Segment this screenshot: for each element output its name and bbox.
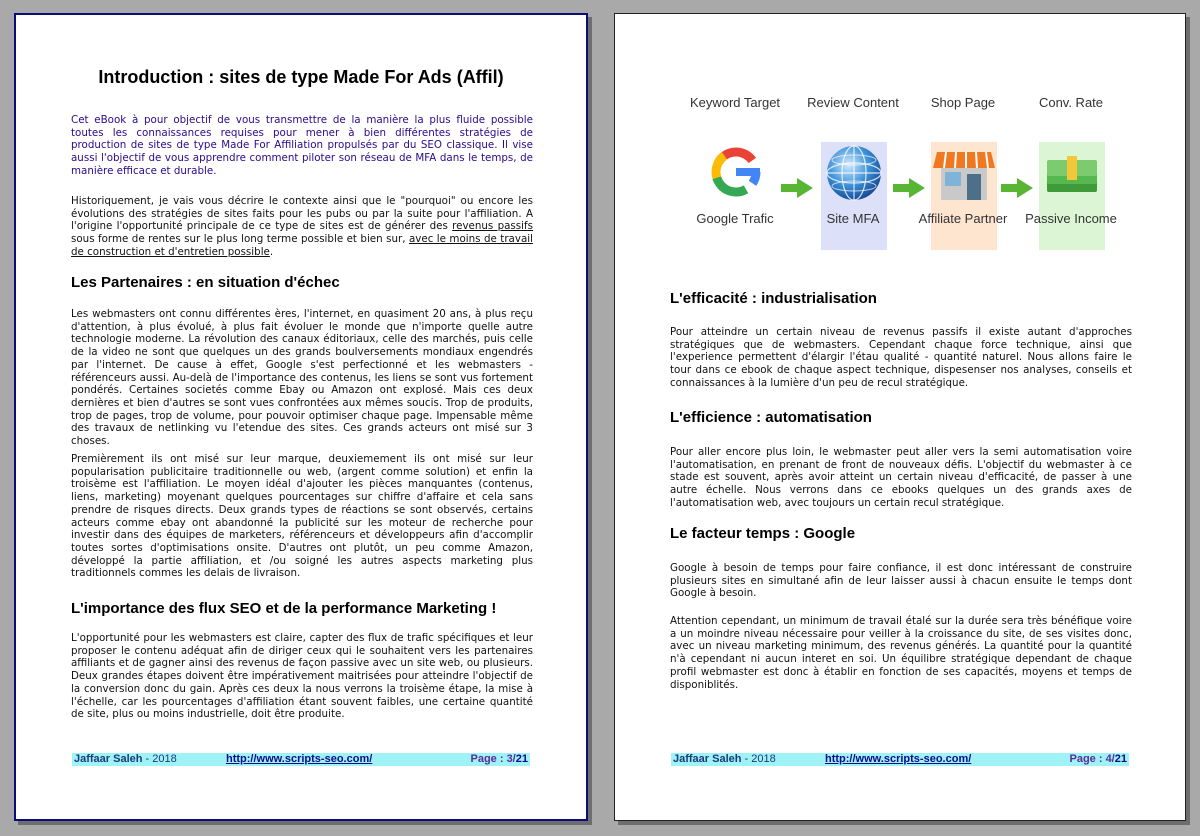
link-revenus-passifs: revenus passifs [452, 220, 533, 233]
history-text-a: Historiquement, je vais vous décrire le contexte ainsi que le "pourquoi" ou encore les évolutions des stratégies de sites faits pour les pubs ou par la suite pour l'affiliation. A l'origine l'opportunité principale de ce type de sites est de générer des [71, 195, 533, 233]
page-footer [671, 753, 1129, 766]
footer-year: - 2018 [741, 753, 776, 765]
footer-url-link[interactable]: http://www.scripts-seo.com/ [226, 753, 373, 765]
label-keyword-target: Keyword Target [689, 95, 781, 110]
author-name: Jaffaar Saleh [673, 753, 742, 765]
page-total: 21 [1114, 753, 1127, 765]
arrow-right-icon [1001, 178, 1033, 198]
intro-paragraph: Cet eBook à pour objectif de vous transmettre de la manière la plus fluide possible toutes les connaissances requises pour mener à bien différentes stratégies de production de sites de type Made For Affiliation propulsés par du SEO classique. Il vise aussi l'objectif de vous apprendre comment piloter son réseau de MFA dans le temps, de manière efficace et durable. [71, 114, 533, 177]
footer-author [673, 753, 776, 766]
affiliate-partner-box [931, 142, 997, 250]
shop-icon [931, 142, 997, 204]
footer-year: - 2018 [142, 753, 177, 765]
heading-partenaires: Les Partenaires : en situation d'échec [71, 274, 340, 291]
efficacite-paragraph: Pour atteindre un certain niveau de revenus passifs il existe autant d'approches stratégiques que de webmasters. Cependant chaque force technique, ainsi que l'experience permettent d'élargir l'étau qualité - quantité naturel. Nous allons faire le tour dans ce ebook de chaque aspect technique, dispesenser nos analyses, conseils et connaissances à la lumière d'un peu de recul stratégique. [670, 326, 1132, 389]
arrow-right-icon [781, 178, 813, 198]
google-g-icon [703, 142, 769, 202]
footer-url-link[interactable]: http://www.scripts-seo.com/ [825, 753, 972, 765]
page-3 [14, 13, 588, 821]
heading-efficacite: L'efficacité : industrialisation [670, 290, 877, 307]
page-title: Introduction : sites de type Made For Ads (Affil) [98, 67, 504, 87]
link-moins-de-travail: avec le moins de travail de construction et d'entretien possible [71, 233, 533, 258]
efficience-paragraph: Pour aller encore plus loin, le webmaster peut aller vers la semi automatisation voire l'automatisation, en prenant de front de nouveaux défis. L'objectif du webmaster à ce stade est souvent, après avoir atteint un certain niveau d'efficacité, de passer à une autre échelle. Nous verrons dans ce ebooks quelques un des grands axes de l'automatisation web, avec toujours un certain recul stratégique. [670, 446, 1132, 509]
author-name: Jaffaar Saleh [74, 753, 143, 765]
page-total: 21 [515, 753, 528, 765]
passive-income-box [1039, 142, 1105, 250]
label-site-mfa: Site MFA [826, 211, 880, 226]
page-footer [72, 753, 530, 766]
page-label: Page : 4/ [1069, 753, 1115, 765]
history-paragraph [71, 195, 533, 259]
footer-author [74, 753, 177, 766]
page-label: Page : 3/ [470, 753, 516, 765]
heading-flux-seo: L'importance des flux SEO et de la performance Marketing ! [71, 600, 497, 617]
label-shop-page: Shop Page [930, 95, 996, 110]
label-conv-rate: Conv. Rate [1038, 95, 1104, 110]
footer-page-number [471, 753, 529, 766]
history-text-c: . [269, 245, 274, 258]
flux-paragraph: L'opportunité pour les webmasters est claire, capter des flux de trafic spécifiques et leur proposer le contenu adéquat afin de diriger ceux qui le souhaitent vers les partenaires affiliants et de gagner ainsi des revenus de façon passive avec un site web, ou plusieurs. Deux grandes étapes doivent être impérativement maitrisées pour atteindre l'objectif de la conversion donc du gain. Après ces deux la nous verrons la troisème étape, la mise à l'échelle, car les pourcentages d'affiliation étant souvent faibles, une certaine quantité de site, plus ou moins industrielle, doit être produite. [71, 632, 533, 721]
temps-paragraph-1: Google à besoin de temps pour faire confiance, il est donc intéressant de construire plusieurs sites en simultané afin de leur laisser aussi à chacun ensuite le temps dont Google à besoin. [670, 562, 1132, 600]
label-affiliate-partner: Affiliate Partner [918, 211, 1008, 226]
site-mfa-box [821, 142, 887, 250]
partenaires-paragraph-1: Les webmasters ont connu différentes ères, l'internet, en quasiment 20 ans, à plus reçu d'attention, à plus évolué, à plus fait évoluer le monde que n'importe quelle autre technologie moderne. La révolution des canaux éditoriaux, celle des marchés, puis celle de la video ne sont que quelques un des grands boulversements mondiaux engendrés par l'internet. De cause à effet, Google s'est perfectionné et les webmasters - référenceurs aussi. Au-delà de l'importance des contenus, les liens se sont vus fortement pondérés. Certaines societés comme Ebay ou Amazon ont explosé. Mais ces deux dernières et bien d'autres se sont vues confrontées aux mêmes soucis. Trop de produits, trop de pages, trop de volume, pour pouvoir optimiser chaque page. Impensable même des travaux de netlinking vu l'etendue des sites. Ces grands acteurs ont misé sur 3 choses. [71, 308, 533, 448]
heading-facteur-temps: Le facteur temps : Google [670, 525, 856, 542]
google-box [703, 142, 769, 250]
history-text-b: sous forme de rentes sur le plus long terme possible et bien sur, [71, 233, 409, 246]
heading-efficience: L'efficience : automatisation [670, 409, 872, 426]
footer-page-number [1070, 753, 1128, 766]
globe-icon [821, 142, 887, 204]
temps-paragraph-2: Attention cependant, un minimum de travail étalé sur la durée sera très bénéfique voire a un moindre niveau nécessaire pour veiller à la croissance du site, de ses visites donc, avec un niveau marketing minimum, des revenus générés. La quantité pour la quantité n'à cependant ni aucun interet en soi. Un équilibre stratégique dependant de chaque profil webmaster est donc à établir en fonction de ses capacités, moyens et temps de disponiblités. [670, 615, 1132, 691]
money-icon [1039, 142, 1105, 204]
label-google-trafic: Google Trafic [696, 211, 774, 226]
label-passive-income: Passive Income [1025, 211, 1117, 226]
partenaires-paragraph-2: Premièrement ils ont misé sur leur marque, deuxiemement ils ont misé sur leur popularisation publicitaire traditionnelle ou web, (argent comme solution) et enfin la troisème est l'affiliation. Le moyen idéal d'ajouter les pièces manquantes (contenus, liens, marketing) moyenant quelques pourcentages sur chiffre d'affaire et cela sans prendre de risques directs. Deux grands types de réactions se sont observés, certains acteurs comme ebay ont abandonné la publicité sur les moteur de recherche pour investir dans des équipes de marketers, référenceurs et développeurs afin d'accomplir toutes sortes d'optimisations onsite. D'autres ont plutôt, un peu comme Amazon, développé la partie affiliation, et /ou soigné les autres aspects marketing plus traditionnels commes les delais de livraison. [71, 453, 533, 580]
seo-funnel-diagram [689, 82, 1117, 264]
arrow-right-icon [893, 178, 925, 198]
page-4 [614, 13, 1186, 821]
label-review-content: Review Content [807, 95, 899, 110]
